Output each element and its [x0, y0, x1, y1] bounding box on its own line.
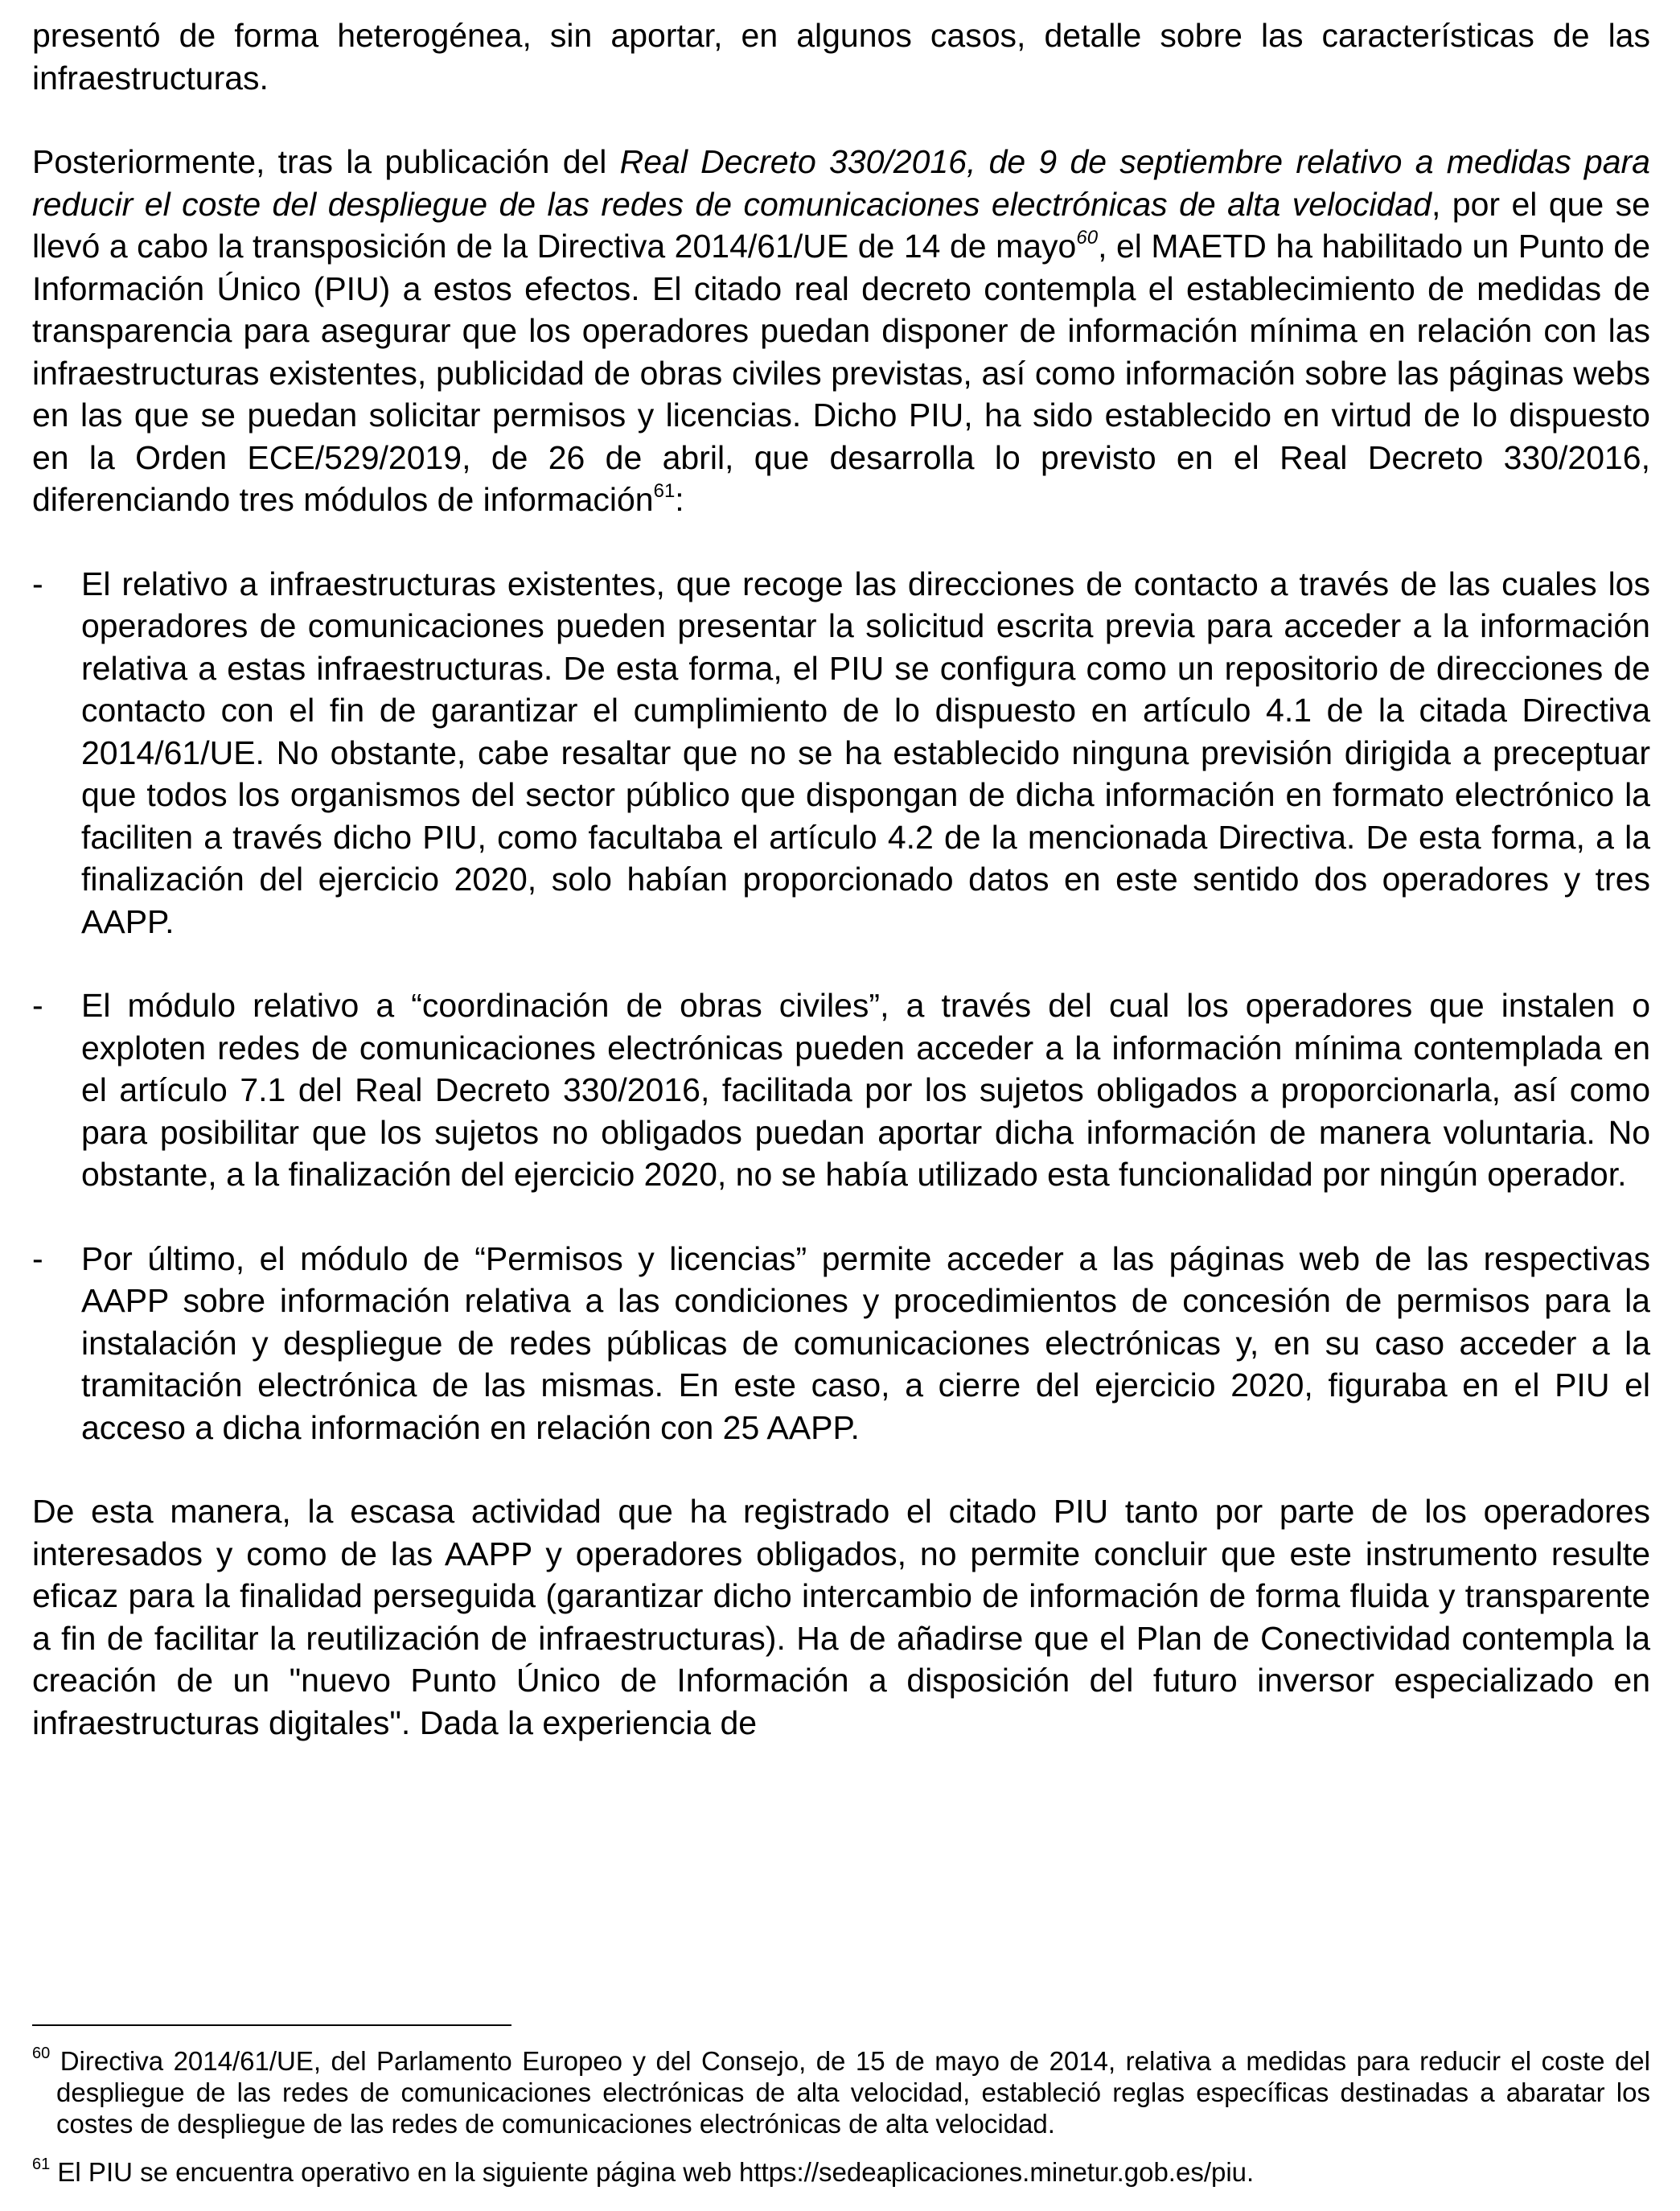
- paragraph-continuation: presentó de forma heterogénea, sin aportar, en algunos casos, detalle sobre las características de las infraestructuras.: [32, 17, 1650, 97]
- list-item-text: El módulo relativo a “coordinación de obras civiles”, a través del cual los operadores que instalen o exploten redes de comunicaciones electrónicas pueden acceder a la información mínima contemplada en el artículo 7.1 del Real Decreto 330/2016, facilitada por los sujetos obligados a proporcionarla, así como para posibilitar que los sujetos no obligados puedan aportar dicha información de manera voluntaria. No obstante, a la finalización del ejercicio 2020, no se había utilizado esta funcionalidad por ningún operador.: [81, 987, 1650, 1193]
- list-item-text: El relativo a infraestructuras existentes, que recoge las direcciones de contacto a través de las cuales los operadores de comunicaciones pueden presentar la solicitud escrita previa para acceder a la información relativa a estas infraestructuras. De esta forma, el PIU se configura como un repositorio de direcciones de contacto con el fin de garantizar el cumplimiento de lo dispuesto en artículo 4.1 de la citada Directiva 2014/61/UE. No obstante, cabe resaltar que no se ha establecido ninguna previsión dirigida a preceptuar que todos los organismos del sector público que dispongan de dicha información en formato electrónico la faciliten a través dicho PIU, como facultaba el artículo 4.2 de la mencionada Directiva. De esta forma, a la finalización del ejercicio 2020, solo habían proporcionado datos en este sentido dos operadores y tres AAPP.: [81, 565, 1650, 940]
- real-decreto-title: Real Decreto 330/2016, de 9 de septiembre relativo a medidas para reducir el coste del despliegue de las redes de comunicaciones electrónicas de alta velocidad: [32, 143, 1650, 223]
- paragraph-middle: , por el que se llevó a cabo la transposición de la Directiva 2014/61/UE de 14 de mayo: [32, 185, 1650, 265]
- list-item: [32, 563, 1650, 943]
- footnotes: [32, 2024, 1650, 2188]
- list-item: [32, 1238, 1650, 1449]
- bullet-dash: -: [32, 565, 43, 602]
- paragraph-piu-intro: [32, 141, 1650, 521]
- list-item: [32, 984, 1650, 1196]
- module-list: [32, 563, 1650, 1449]
- footnote-divider: [32, 2024, 511, 2026]
- bullet-dash: -: [32, 1239, 43, 1277]
- footnote-60: [32, 2045, 1650, 2139]
- footnote-text: El PIU se encuentra operativo en la siguiente página web https://sedeaplicaciones.minetur.gob.es/piu.: [50, 2157, 1255, 2187]
- footnote-text: Directiva 2014/61/UE, del Parlamento Europeo y del Consejo, de 15 de mayo de 2014, relativa a medidas para reducir el coste del despliegue de las redes de comunicaciones electrónicas de alta velocidad, estableció reglas específicas destinadas a abaratar los costes de despliegue de las redes de comunicaciones electrónicas de alta velocidad.: [50, 2046, 1650, 2139]
- paragraph-body: , el MAETD ha habilitado un Punto de Información Único (PIU) a estos efectos. El citado real decreto contempla el establecimiento de medidas de transparencia para asegurar que los operadores puedan disponer de información mínima en relación con las infraestructuras existentes, publicidad de obras civiles previstas, así como información sobre las páginas webs en las que se puedan solicitar permisos y licencias. Dicho PIU, ha sido establecido en virtud de lo dispuesto en la Orden ECE/529/2019, de 26 de abril, que desarrolla lo previsto en el Real Decreto 330/2016, diferenciando tres módulos de información: [32, 228, 1651, 518]
- list-item-text: Por último, el módulo de “Permisos y licencias” permite acceder a las páginas web de las respectivas AAPP sobre información relativa a las condiciones y procedimientos de concesión de permisos para la instalación y despliegue de redes públicas de comunicaciones electrónicas y, en su caso acceder a la tramitación electrónica de las mismas. En este caso, a cierre del ejercicio 2020, figuraba en el PIU el acceso a dicha información en relación con 25 AAPP.: [81, 1239, 1650, 1446]
- footnote-ref-61[interactable]: 61: [653, 480, 676, 503]
- footnote-number: 60: [32, 2045, 51, 2062]
- footnote-61: [32, 2156, 1650, 2188]
- paragraph-tail: :: [675, 481, 684, 518]
- paragraph-conclusion: De esta manera, la escasa actividad que ha registrado el citado PIU tanto por parte de los operadores interesados y como de las AAPP y operadores obligados, no permite concluir que este instrumento resulte eficaz para la finalidad perseguida (garantizar dicho intercambio de información de forma fluida y transparente a fin de facilitar la reutilización de infraestructuras). Ha de añadirse que el Plan de Conectividad contempla la creación de un "nuevo Punto Único de Información a disposición del futuro inversor especializado en infraestructuras digitales". Dada la experiencia de: [32, 1493, 1650, 1741]
- footnote-ref-60[interactable]: 60: [1076, 227, 1099, 249]
- document-body: [32, 14, 1650, 1744]
- bullet-dash: -: [32, 987, 43, 1024]
- paragraph-lead: Posteriormente, tras la publicación del: [32, 143, 620, 180]
- footnote-number: 61: [32, 2156, 51, 2173]
